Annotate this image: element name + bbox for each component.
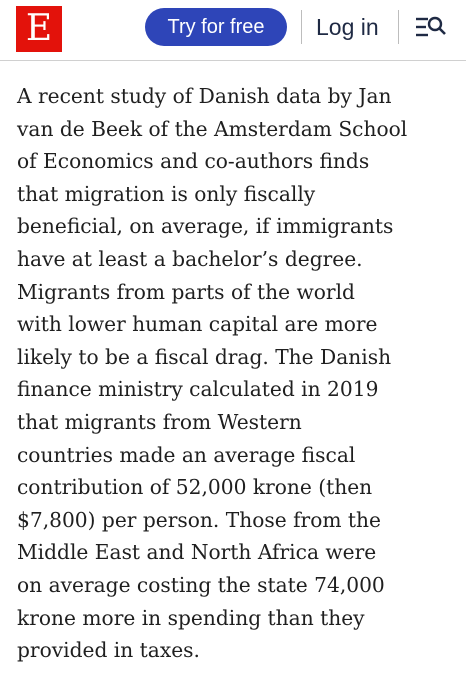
- article-line: with lower human capital are more: [17, 312, 378, 337]
- article-line: have at least a bachelor’s degree.: [17, 246, 363, 271]
- article-line: finance ministry calculated in 2019: [17, 377, 379, 402]
- article-line: A recent study of Danish data by Jan: [17, 84, 392, 108]
- article-line: krone more in spending than they: [17, 605, 365, 630]
- article-line: that migration is only fiscally: [17, 181, 316, 206]
- login-link[interactable]: Log in: [316, 13, 379, 40]
- economist-logo[interactable]: E: [16, 6, 62, 52]
- article-line: Migrants from parts of the world: [17, 279, 355, 304]
- article-paragraph: [17, 80, 453, 667]
- article-line: of Economics and co-authors finds: [17, 149, 370, 174]
- article-line: contribution of 52,000 krone (then: [17, 475, 373, 500]
- article-line: countries made an average fiscal: [17, 442, 356, 467]
- article-line: Middle East and North Africa were: [17, 540, 377, 565]
- article-line: provided in taxes.: [17, 638, 200, 663]
- menu-search-icon[interactable]: [414, 13, 448, 41]
- article-line: on average costing the state 74,000: [17, 572, 385, 597]
- article-line: beneficial, on average, if immigrants: [17, 214, 394, 239]
- header-divider: [301, 10, 302, 44]
- article-line: likely to be a fiscal drag. The Danish: [17, 344, 392, 369]
- article-line: van de Beek of the Amsterdam School: [17, 116, 408, 141]
- menu-search-icon-graphic: [414, 13, 448, 41]
- top-bar: [0, 0, 466, 61]
- article-line: that migrants from Western: [17, 409, 302, 434]
- article-line: $7,800) per person. Those from the: [17, 507, 381, 532]
- try-for-free-button[interactable]: Try for free: [145, 8, 287, 46]
- header-divider: [398, 10, 399, 44]
